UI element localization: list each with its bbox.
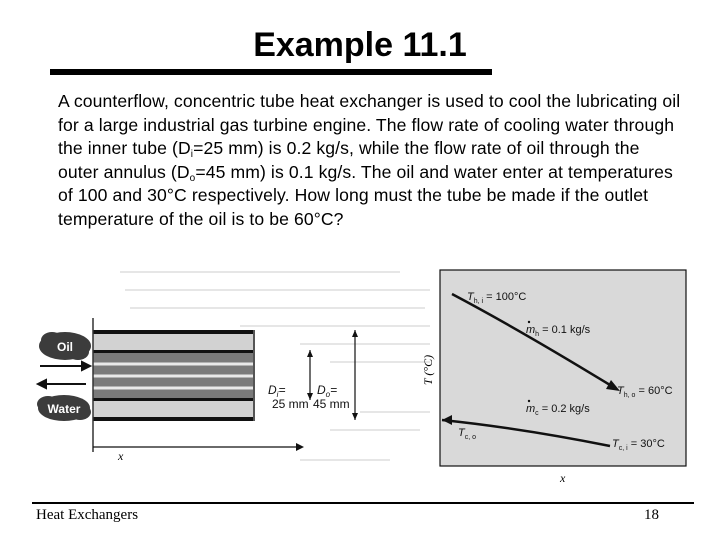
plot-y-label: T (°C) xyxy=(421,354,435,386)
problem-sub-o: o xyxy=(189,172,196,184)
arrow-left-icon xyxy=(38,380,46,388)
inner-wall-top xyxy=(93,350,253,353)
label-mh: $m_h = 0.1$ kg/s xyxy=(526,324,591,338)
label-tc-out: $T_{c, o}$ xyxy=(458,427,477,441)
label-mc: $m_c = 0.2$ kg/s xyxy=(526,403,590,417)
footer-title: Heat Exchangers xyxy=(36,507,139,523)
di-eq: = xyxy=(278,383,286,397)
slide-title: Example 11.1 xyxy=(253,26,467,64)
problem-text-2: =25 mm) is 0.2 kg/s, while the flow rate of oil through the outer annulus (D xyxy=(58,138,640,182)
problem-text-3: =45 mm) is 0.1 kg/s. The oil and water enter at temperatures of 100 and 30°C respectively. How long must the tube be made if the outlet temperature of the oil is to be 60°C? xyxy=(58,161,673,229)
inner-wall-bottom xyxy=(93,398,253,401)
do-label: D xyxy=(317,383,326,397)
do-eq: = xyxy=(330,383,338,397)
oil-band-bottom xyxy=(93,401,253,417)
di-label: D xyxy=(268,383,277,397)
outer-wall-top xyxy=(93,330,253,334)
label-th-out: $T_{h, o} = 60^\circ C$ xyxy=(617,385,673,399)
oil-band-top xyxy=(93,334,253,350)
tube-x-label: x xyxy=(118,449,124,463)
water-badge xyxy=(37,395,91,421)
plot-x-label: x xyxy=(560,471,566,485)
flow-arrows xyxy=(38,362,90,388)
water-label: Water xyxy=(47,402,81,416)
do-sub: o xyxy=(325,390,331,399)
temperature-plot xyxy=(421,270,686,485)
oil-badge xyxy=(39,332,91,360)
arrow-right-icon xyxy=(82,362,90,370)
outer-wall-bottom xyxy=(93,417,253,421)
tube-schematic xyxy=(93,318,255,452)
oil-label: Oil xyxy=(56,340,74,354)
tube-x-axis xyxy=(93,443,304,463)
do-value: 45 mm xyxy=(313,397,350,411)
label-th-in: $T_{h, i} = 100^\circ C$ xyxy=(467,291,527,305)
problem-text-1: A counterflow, concentric tube heat exchanger is used to cool the lubricating oil for a large industrial gas turbine engine. The flow rate of cooling water through the inner tube (D xyxy=(58,91,681,158)
label-tc-in: $T_{c, i} = 30^\circ C$ xyxy=(612,438,665,452)
footer-rule xyxy=(32,502,694,504)
di-sub: i xyxy=(276,390,279,399)
problem-sub-i: i xyxy=(190,149,194,160)
di-value: 25 mm xyxy=(272,397,309,411)
page-number: 18 xyxy=(644,507,659,523)
